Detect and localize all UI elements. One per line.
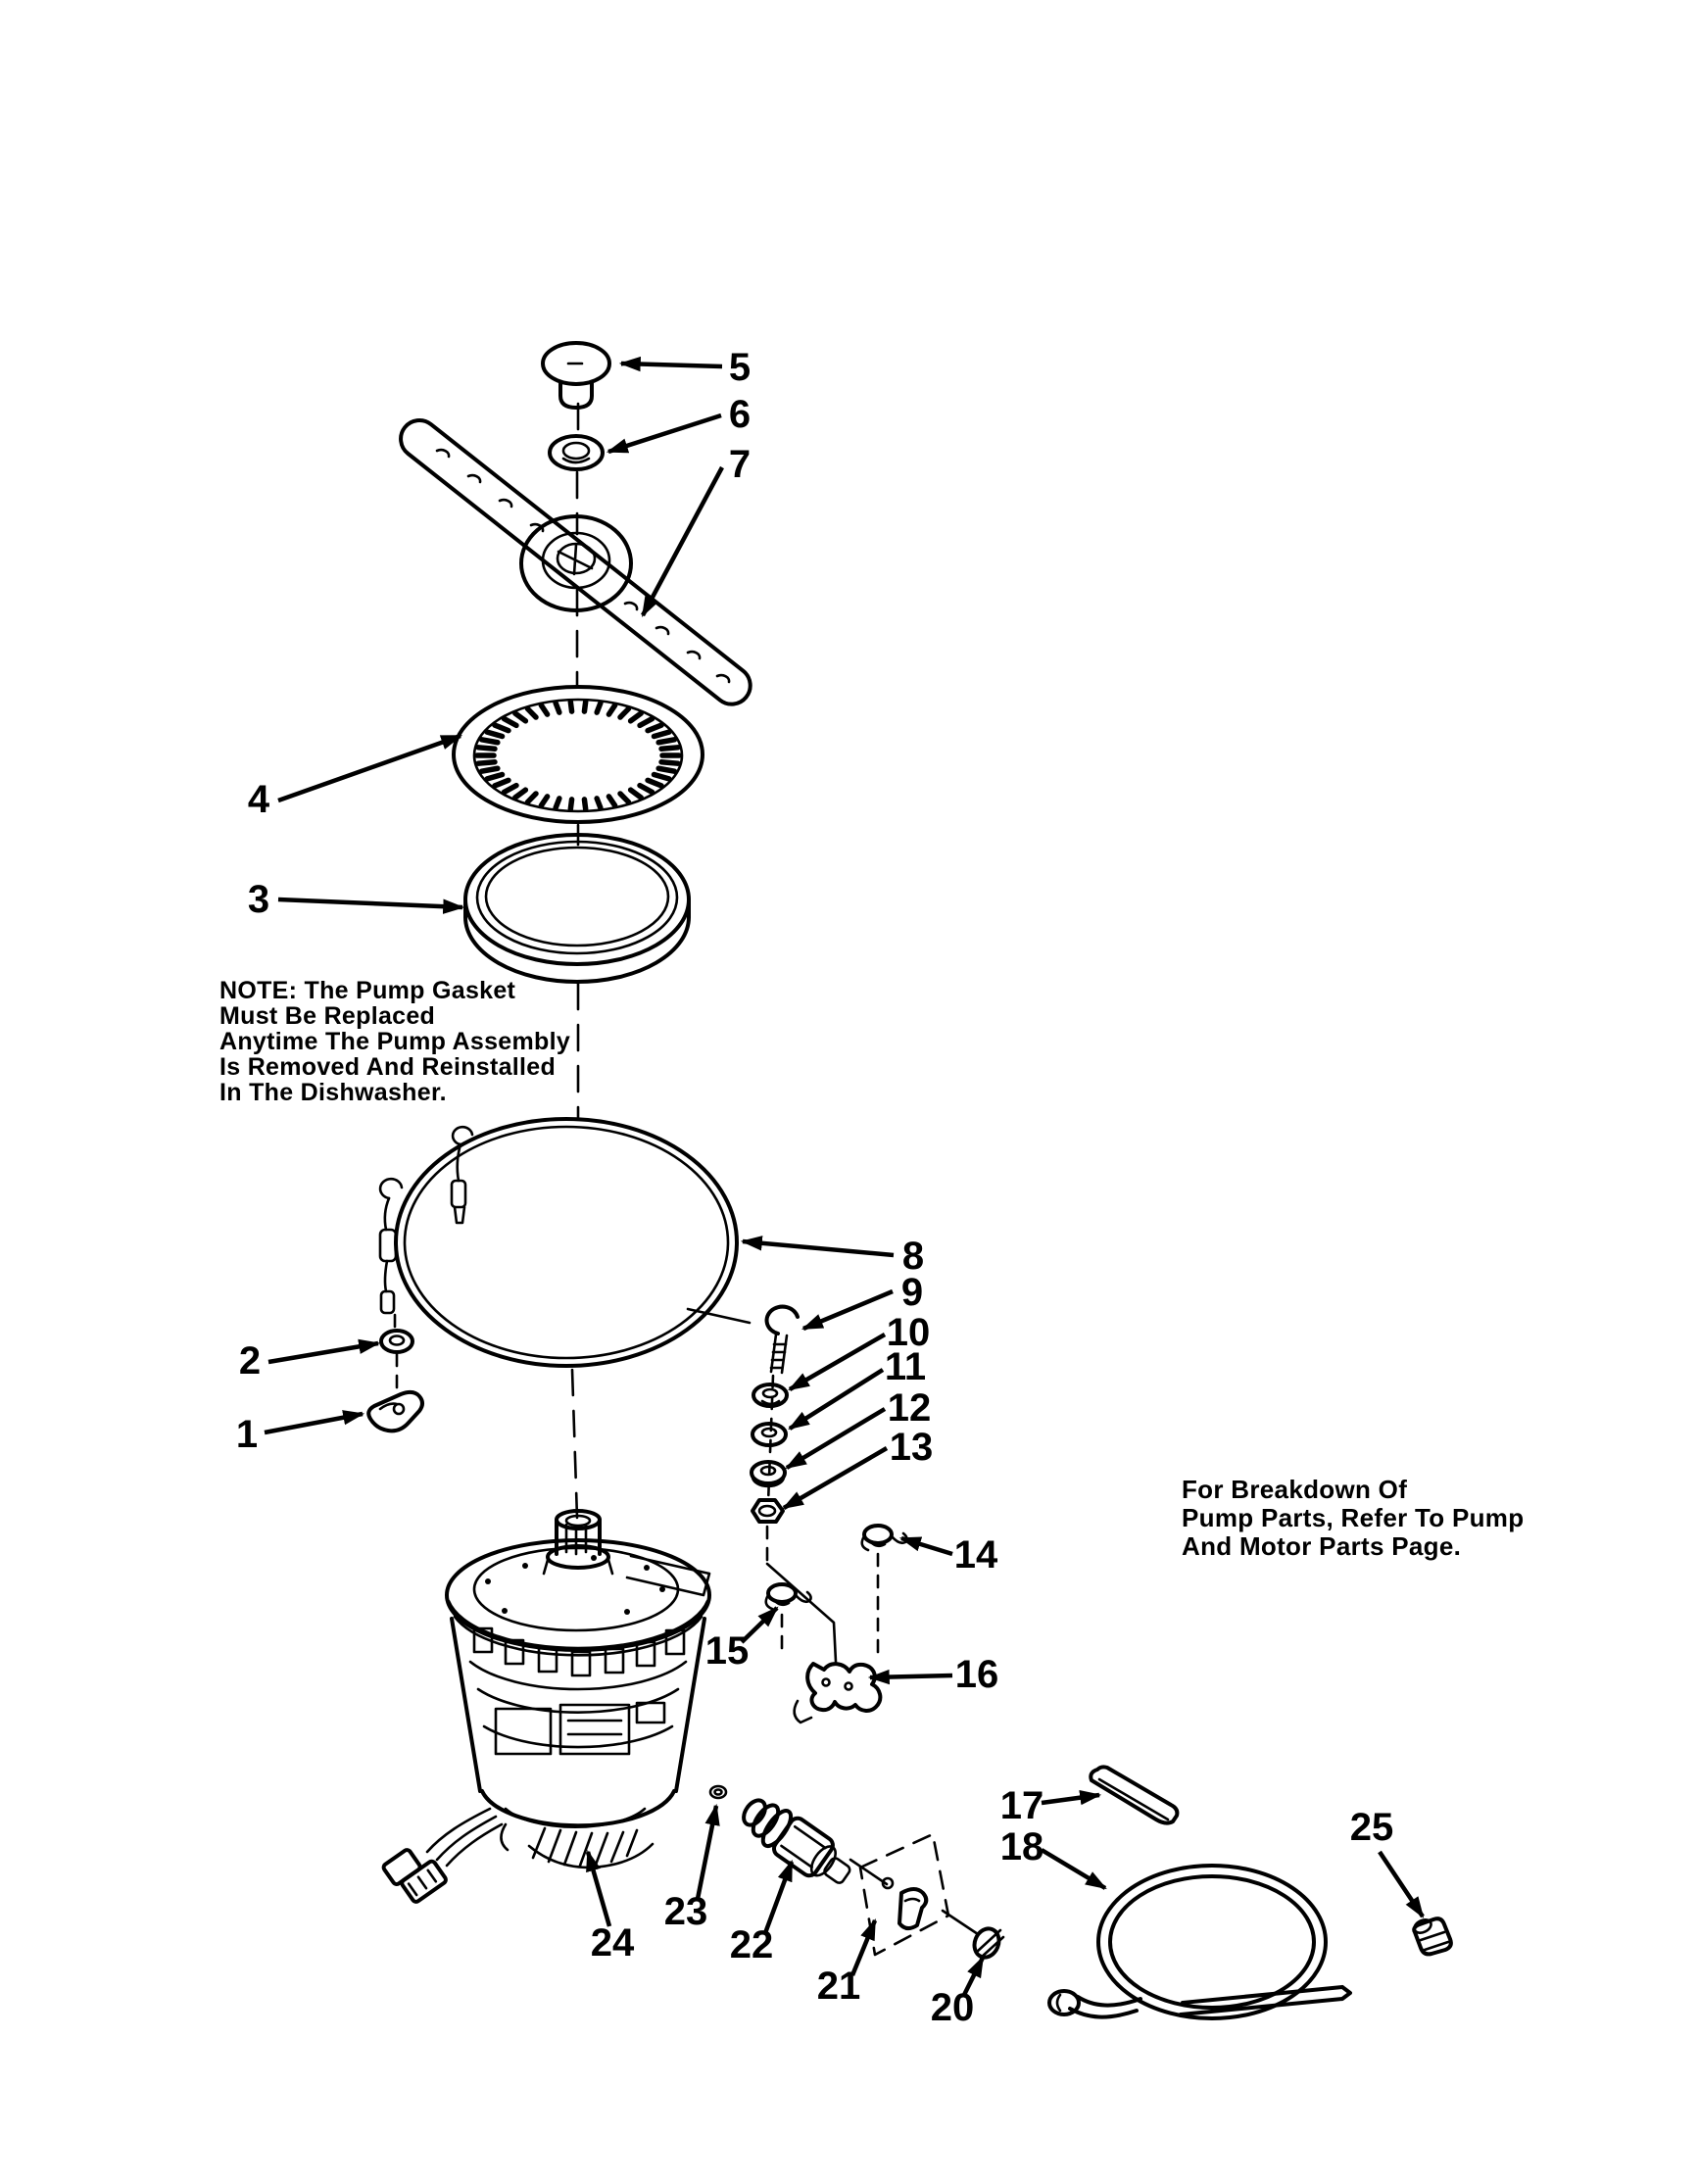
callout-label: 10	[886, 1311, 931, 1354]
callout-leader	[870, 1675, 952, 1677]
cap-washer	[550, 436, 603, 469]
retainer-tooth	[478, 762, 495, 763]
retainer-tooth	[640, 719, 652, 726]
callout-label: 25	[1349, 1806, 1394, 1849]
callout-label: 16	[954, 1653, 999, 1696]
terminal-bracket	[368, 1392, 422, 1431]
washer-10	[753, 1384, 787, 1406]
callout-label: 20	[930, 1986, 975, 2029]
callout-leader	[1042, 1850, 1105, 1888]
retainer-tooth	[482, 740, 498, 743]
callout-leader	[608, 415, 721, 452]
check-valve-kit-21	[860, 1834, 948, 1955]
retainer-tooth	[620, 794, 629, 802]
callout-label: 3	[247, 878, 270, 921]
note-line: NOTE: The Pump Gasket	[219, 977, 516, 1004]
retainer-tooth	[556, 799, 559, 808]
callout-leader	[278, 736, 461, 801]
clip-screw-14	[862, 1526, 907, 1550]
note-line: For Breakdown Of	[1182, 1475, 1408, 1504]
note-line: Is Removed And Reinstalled	[219, 1053, 557, 1081]
callout-leader	[901, 1538, 952, 1554]
retainer-tooth	[541, 705, 547, 714]
callout-label: 15	[704, 1629, 750, 1673]
dome-screws	[485, 1555, 665, 1615]
callout-label: 2	[238, 1339, 262, 1383]
heater-element	[380, 1119, 750, 1366]
kit-to-clamp-line	[943, 1911, 978, 1934]
callout-leader	[268, 1343, 378, 1362]
terminal-washer	[381, 1331, 412, 1352]
pump-motor-assembly	[382, 1511, 709, 1907]
callout-label: 4	[247, 778, 270, 821]
drain-hose-18	[1049, 1866, 1350, 2018]
note-line: Anytime The Pump Assembly	[219, 1028, 571, 1055]
mount-bracket-16	[795, 1664, 881, 1723]
retainer-tooth	[570, 702, 571, 711]
pump-retainer-ring	[454, 687, 703, 822]
wire-harness-connector	[382, 1809, 502, 1907]
retainer-tooth	[495, 725, 509, 731]
retainer-tooth	[584, 800, 585, 809]
retainer-tooth	[528, 794, 537, 802]
callout-label: 1	[235, 1413, 259, 1456]
callout-leader	[698, 1806, 716, 1899]
callout-label: 9	[900, 1271, 924, 1314]
callout-label: 22	[729, 1923, 774, 1966]
callout-label: 23	[663, 1890, 708, 1933]
retainer-tooth	[504, 786, 515, 793]
callout-leader	[588, 1852, 609, 1926]
callout-label: 17	[999, 1784, 1044, 1827]
retainer-tooth	[597, 703, 601, 712]
retainer-tooth	[556, 703, 559, 712]
retainer-tooth	[648, 725, 661, 731]
retainer-tooth	[620, 708, 629, 717]
retainer-tooth	[504, 719, 515, 726]
note-line: Pump Parts, Refer To Pump	[1182, 1503, 1525, 1532]
callout-label: 13	[889, 1426, 934, 1469]
callout-label: 14	[953, 1533, 998, 1577]
retainer-tooth	[658, 740, 674, 743]
fitting-25	[1412, 1917, 1451, 1955]
heater-terminal-b	[380, 1179, 402, 1313]
retainer-tooth	[528, 708, 537, 717]
callout-label: 8	[901, 1235, 925, 1278]
retainer-tooth	[487, 775, 502, 779]
callout-label: 24	[590, 1921, 635, 1965]
callout-leader	[278, 899, 462, 907]
pump-breakdown-note	[1182, 1476, 1524, 1561]
retainer-teeth	[477, 702, 679, 809]
callout-label: 21	[816, 1965, 861, 2008]
eyebolt	[767, 1307, 798, 1373]
retainer-tooth	[648, 780, 661, 786]
strap-17	[1091, 1767, 1177, 1822]
retainer-tooth	[631, 790, 642, 798]
spray-arm-cap	[543, 343, 609, 408]
retainer-tooth	[608, 705, 614, 714]
retainer-tooth	[661, 748, 678, 749]
washer-12	[752, 1462, 785, 1486]
note-line: And Motor Parts Page.	[1182, 1531, 1462, 1561]
callout-leader	[265, 1414, 363, 1432]
hose-clamp-20	[970, 1925, 1003, 1962]
callout-label: 5	[728, 346, 752, 389]
callout-leader	[643, 467, 722, 615]
note-line: In The Dishwasher.	[219, 1079, 447, 1106]
retainer-tooth	[541, 797, 547, 805]
note-line: Must Be Replaced	[219, 1002, 436, 1030]
assembly-guide-diagonal	[767, 1564, 836, 1662]
retainer-tooth	[478, 748, 495, 749]
callout-label: 11	[884, 1345, 927, 1388]
callout-leader	[743, 1241, 894, 1255]
washer-11	[752, 1424, 786, 1445]
callout-leader	[790, 1335, 885, 1389]
o-ring-23	[710, 1786, 726, 1798]
callout-leader	[784, 1448, 887, 1508]
retainer-tooth	[495, 780, 509, 786]
drain-valve-22	[735, 1790, 858, 1895]
retainer-tooth	[640, 786, 652, 793]
retainer-tooth	[487, 732, 502, 736]
pump-gasket-note	[219, 978, 570, 1105]
pump-gasket	[465, 835, 689, 982]
retainer-tooth	[654, 732, 668, 736]
callout-label: 6	[728, 393, 752, 436]
retainer-tooth	[654, 775, 668, 779]
callout-leader	[1380, 1852, 1423, 1917]
callout-label: 18	[999, 1825, 1044, 1869]
callout-leader	[1042, 1795, 1099, 1803]
retainer-tooth	[482, 768, 498, 771]
retainer-tooth	[608, 797, 614, 805]
assembly-guide-lines	[767, 1527, 878, 1656]
retainer-tooth	[570, 800, 571, 809]
retainer-tooth	[584, 702, 585, 711]
retainer-tooth	[658, 768, 674, 771]
nut-13	[752, 1500, 783, 1522]
retainer-tooth	[597, 799, 601, 808]
housing-tabs	[474, 1628, 684, 1675]
callout-label: 12	[887, 1386, 932, 1430]
callout-leader	[621, 364, 722, 366]
terminal-axis-line	[395, 1315, 397, 1395]
retainer-tooth	[515, 713, 526, 721]
retainer-tooth	[631, 713, 642, 721]
callout-leader	[803, 1291, 893, 1329]
callout-label: 7	[728, 443, 752, 486]
retainer-tooth	[515, 790, 526, 798]
retainer-tooth	[661, 762, 678, 763]
